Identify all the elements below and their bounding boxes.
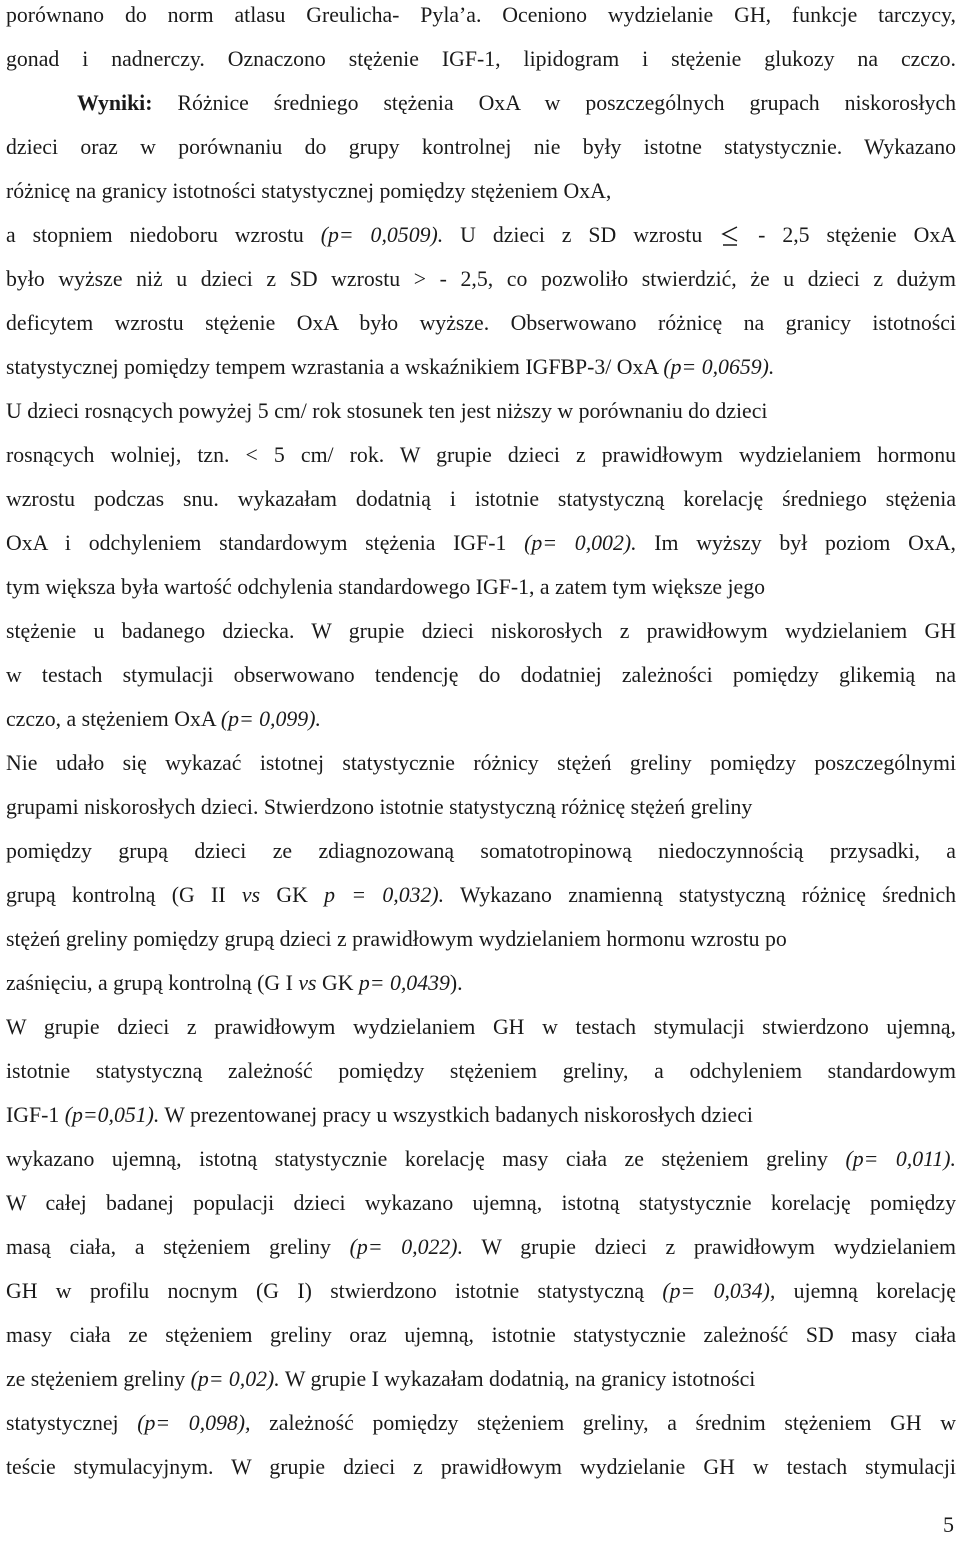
text-line: ze stężeniem greliny (p= 0,02). W grupie I wykazałam dodatnią, na granicy istotności [6, 1367, 756, 1391]
text-line: zaśnięciu, a grupą kontrolną (G I vs GK p= 0,0439). [6, 971, 463, 995]
text-line: IGF-1 (p=0,051). W prezentowanej pracy u wszystkich badanych niskorosłych dzieci [6, 1103, 753, 1127]
text-line: Wyniki: Różnice średniego stężenia OxA w poszczególnych grupach niskorosłych [77, 91, 956, 115]
text-line: statystycznej pomiędzy tempem wzrastania a wskaźnikiem IGFBP-3/ OxA (p= 0,0659). [6, 355, 775, 379]
text-line: dzieci oraz w porównaniu do grupy kontrolnej nie były istotne statystycznie. Wykazano [6, 135, 956, 159]
text-line: grupą kontrolną (G II vs GK p = 0,032). Wykazano znamienną statystyczną różnicę średnich [6, 883, 957, 907]
text-line: Nie udało się wykazać istotnej statystycznie różnicy stężeń greliny pomiędzy poszczególnymi [6, 751, 956, 775]
text-line: w testach stymulacji obserwowano tendencję do dodatniej zależności pomiędzy glikemią na [6, 663, 956, 687]
text-line: W całej badanej populacji dzieci wykazano ujemną, istotną statystycznie korelację pomiędzy [6, 1191, 956, 1215]
text-line: czczo, a stężeniem OxA (p= 0,099). [6, 707, 321, 731]
text-line: grupami niskorosłych dzieci. Stwierdzono istotnie statystyczną różnicę stężeń greliny [6, 795, 753, 819]
text-line: pomiędzy grupą dzieci ze zdiagnozowaną somatotropinową niedoczynnością przysadki, a [6, 839, 956, 863]
text-line: a stopniem niedoboru wzrostu (p= 0,0509). U dzieci z SD wzrostu - 2,5 stężenie OxA [6, 223, 957, 247]
text-line: rosnących wolniej, tzn. < 5 cm/ rok. W grupie dzieci z prawidłowym wydzielaniem hormonu [6, 443, 956, 467]
text-line: różnicę na granicy istotności statystycznej pomiędzy stężeniem OxA, [6, 179, 612, 203]
text-line: statystycznej (p= 0,098), zależność pomiędzy stężeniem greliny, a średnim stężeniem GH w [6, 1411, 956, 1435]
text-line: stężeń greliny pomiędzy grupą dzieci z prawidłowym wydzielaniem hormonu wzrostu po [6, 927, 787, 951]
text-line: GH w profilu nocnym (G I) stwierdzono istotnie statystyczną (p= 0,034), ujemną korelację [6, 1279, 956, 1303]
text-line: istotnie statystyczną zależność pomiędzy stężeniem greliny, a odchyleniem standardowym [6, 1059, 956, 1083]
text-line: stężenie u badanego dziecka. W grupie dzieci niskorosłych z prawidłowym wydzielaniem GH [6, 619, 956, 643]
text-line: było wyższe niż u dzieci z SD wzrostu > - 2,5, co pozwoliło stwierdzić, że u dzieci z dużym [6, 267, 956, 291]
text-line: masy ciała ze stężeniem greliny oraz ujemną, istotnie statystycznie zależność SD masy ciała [6, 1323, 956, 1347]
text-line: OxA i odchyleniem standardowym stężenia IGF-1 (p= 0,002). Im wyższy był poziom OxA, [6, 531, 956, 555]
less-or-equal-symbol [719, 224, 741, 248]
text-line: U dzieci rosnących powyżej 5 cm/ rok stosunek ten jest niższy w porównaniu do dzieci [6, 399, 768, 423]
text-line: wykazano ujemną, istotną statystycznie korelację masy ciała ze stężeniem greliny (p= 0,011). [6, 1147, 957, 1171]
text-line: masą ciała, a stężeniem greliny (p= 0,022). W grupie dzieci z prawidłowym wydzielaniem [6, 1235, 956, 1259]
text-line: tym większa była wartość odchylenia standardowego IGF-1, a zatem tym większe jego [6, 575, 766, 599]
page-number: 5 [943, 1512, 954, 1537]
text-line: porównano do norm atlasu Greulicha- Pyla’a. Oceniono wydzielanie GH, funkcje tarczycy, [6, 3, 956, 27]
text-line: wzrostu podczas snu. wykazałam dodatnią i istotnie statystyczną korelację średniego stężenia [6, 487, 956, 511]
text-line: W grupie dzieci z prawidłowym wydzielaniem GH w testach stymulacji stwierdzono ujemną, [6, 1015, 956, 1039]
text-line: gonad i nadnerczy. Oznaczono stężenie IGF-1, lipidogram i stężenie glukozy na czczo. [6, 47, 956, 71]
text-line: teście stymulacyjnym. W grupie dzieci z prawidłowym wydzielanie GH w testach stymulacji [6, 1455, 956, 1479]
results-heading: Wyniki: [77, 91, 153, 115]
text-line: deficytem wzrostu stężenie OxA było wyższe. Obserwowano różnicę na granicy istotności [6, 311, 956, 335]
